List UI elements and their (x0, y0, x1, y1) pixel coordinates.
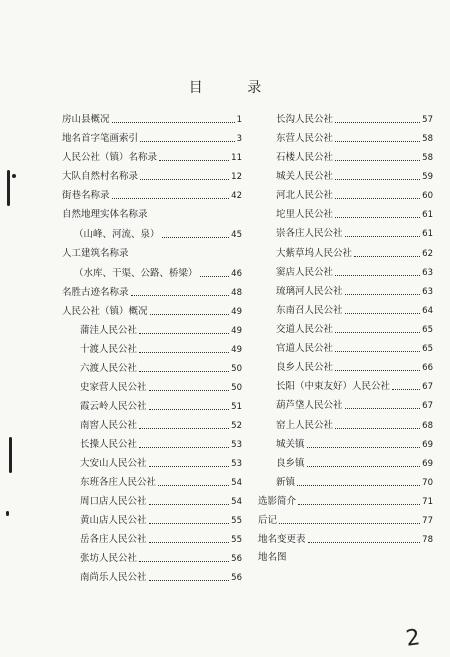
toc-entry (62, 229, 242, 241)
toc-entry-page: 63 (422, 268, 433, 278)
leader-dots (139, 352, 229, 353)
toc-entry-page: 50 (231, 383, 242, 393)
toc-entry-page: 58 (422, 134, 433, 144)
toc-entry-label: 人民公社（镇）概况 (62, 306, 148, 317)
toc-entry-page: 48 (231, 288, 242, 298)
leader-dots (149, 542, 230, 543)
leader-dots (345, 313, 421, 314)
leader-dots (149, 409, 230, 410)
toc-entry-page: 63 (422, 287, 433, 297)
toc-entry-page: 1 (236, 115, 242, 125)
toc-entry-label: 地名图 (258, 552, 287, 563)
toc-entry (258, 496, 433, 508)
toc-entry (62, 325, 242, 337)
leader-dots (345, 236, 421, 237)
toc-entry-page: 49 (231, 345, 242, 355)
toc-entry (62, 572, 242, 584)
toc-entry-label: 石楼人民公社 (276, 152, 334, 163)
toc-entry-label: 大紫草坞人民公社 (276, 248, 353, 259)
toc-entry (258, 228, 433, 240)
toc-entry (62, 190, 242, 202)
leader-dots (149, 580, 230, 581)
leader-dots (131, 295, 230, 296)
toc-entry-label: 交道人民公社 (276, 324, 334, 335)
toc-entry-label: 窑上人民公社 (276, 420, 334, 431)
toc-entry-page: 49 (231, 326, 242, 336)
toc-entry (258, 400, 433, 412)
toc-entry (62, 458, 242, 470)
toc-entry-page: 59 (422, 172, 433, 182)
page-title (0, 77, 450, 97)
toc-entry-label: 长阳（中束友好）人民公社 (276, 381, 391, 392)
leader-dots (335, 275, 420, 276)
toc-entry (62, 268, 242, 280)
leader-dots (335, 332, 420, 333)
toc-entry (258, 190, 433, 202)
toc-entry-label: 良乡人民公社 (276, 362, 334, 373)
leader-dots (307, 447, 421, 448)
toc-entry (258, 133, 433, 145)
toc-entry-page: 69 (422, 459, 433, 469)
leader-dots (139, 428, 229, 429)
toc-entry-label: 良乡镇 (276, 458, 305, 469)
toc-entry-page: 60 (422, 191, 433, 201)
toc-entry (258, 420, 433, 432)
toc-entry-page: 61 (422, 210, 433, 220)
toc-entry (258, 381, 433, 393)
toc-entry-label: 城关人民公社 (276, 171, 334, 182)
toc-entry-page: 46 (231, 269, 242, 279)
leader-dots (149, 504, 230, 505)
toc-entry-label: 东营人民公社 (276, 133, 334, 144)
toc-entry (62, 363, 242, 375)
toc-entry (62, 209, 242, 221)
leader-dots (279, 523, 420, 524)
leader-dots (307, 466, 421, 467)
toc-entry (62, 534, 242, 546)
leader-dots (139, 447, 229, 448)
toc-entry-page: 77 (422, 516, 433, 526)
toc-entry (258, 209, 433, 221)
toc-entry (62, 133, 242, 145)
toc-entry-label: 城关镇 (276, 439, 305, 450)
toc-entry-page: 45 (231, 230, 242, 240)
toc-entry-label: 地名变更表 (258, 534, 306, 545)
toc-entry (62, 171, 242, 183)
toc-entry-label: 新镇 (276, 477, 296, 488)
toc-entry-label: 长沟人民公社 (276, 114, 334, 125)
scan-mark-small (6, 511, 9, 516)
leader-dots (112, 198, 230, 199)
toc-entry-page: 49 (231, 307, 242, 317)
toc-entry-label: 六渡人民公社 (80, 363, 138, 374)
leader-dots (297, 485, 420, 486)
toc-entry (62, 477, 242, 489)
toc-entry-label: 窦店人民公社 (276, 267, 334, 278)
title-char-2: 录 (247, 80, 262, 96)
toc-entry-page: 58 (422, 153, 433, 163)
leader-dots (140, 179, 229, 180)
leader-dots (335, 179, 420, 180)
toc-entry (62, 306, 242, 318)
toc-entry-label: 街巷名称录 (62, 190, 110, 201)
leader-dots (149, 390, 230, 391)
leader-dots (112, 122, 235, 123)
toc-entry-page: 69 (422, 440, 433, 450)
scan-mark-lower (9, 437, 12, 473)
toc-entry-label: 地名首字笔画索引 (62, 133, 139, 144)
leader-dots (335, 370, 420, 371)
toc-entry (62, 439, 242, 451)
toc-entry (258, 267, 433, 279)
toc-entry (258, 305, 433, 317)
leader-dots (354, 256, 420, 257)
leader-dots (335, 160, 420, 161)
toc-entry-label: 岳各庄人民公社 (80, 534, 147, 545)
toc-entry-page: 54 (231, 478, 242, 488)
toc-entry-page: 56 (231, 573, 242, 583)
toc-entry (62, 287, 242, 299)
toc-entry-page: 78 (422, 535, 433, 545)
toc-entry-label: 史家营人民公社 (80, 382, 147, 393)
toc-entry-page: 52 (231, 421, 242, 431)
toc-entry-page: 53 (231, 440, 242, 450)
toc-entry-label: 长操人民公社 (80, 439, 138, 450)
toc-entry-page: 54 (231, 497, 242, 507)
toc-entry-page: 55 (231, 516, 242, 526)
toc-entry-label: 霞云岭人民公社 (80, 401, 147, 412)
handwritten-page-mark: 2 (404, 625, 422, 652)
toc-entry (258, 286, 433, 298)
toc-entry-label: 人民公社（镇）名称录 (62, 152, 158, 163)
toc-entry (258, 248, 433, 260)
toc-entry-label: 南尚乐人民公社 (80, 572, 147, 583)
toc-entry (62, 382, 242, 394)
toc-entry-page: 42 (231, 191, 242, 201)
leader-dots (158, 485, 229, 486)
toc-entry-page: 66 (422, 363, 433, 373)
toc-entry (258, 552, 433, 564)
toc-entry-page: 62 (422, 249, 433, 259)
leader-dots (140, 141, 235, 142)
toc-entry (258, 362, 433, 374)
toc-entry (258, 458, 433, 470)
leader-dots (335, 141, 420, 142)
toc-entry-page: 67 (422, 401, 433, 411)
leader-dots (139, 371, 229, 372)
leader-dots (335, 428, 420, 429)
toc-entry (258, 515, 433, 527)
toc-entry (62, 114, 242, 126)
toc-entry-page: 71 (422, 497, 433, 507)
toc-entry-label: （水库、干渠、公路、桥梁） (74, 268, 198, 279)
leader-dots (345, 294, 421, 295)
toc-entry (62, 515, 242, 527)
toc-entry-label: 自然地理实体名称录 (62, 209, 148, 220)
leader-dots (335, 217, 420, 218)
toc-entry-label: 坨里人民公社 (276, 209, 334, 220)
toc-entry (62, 496, 242, 508)
leader-dots (200, 276, 230, 277)
toc-entry-label: 房山县概况 (62, 114, 110, 125)
leader-dots (150, 314, 230, 315)
toc-entry-page: 55 (231, 535, 242, 545)
leader-dots (335, 198, 420, 199)
toc-entry-page: 57 (422, 115, 433, 125)
toc-entry-page: 50 (231, 364, 242, 374)
toc-entry-page: 70 (422, 478, 433, 488)
toc-entry-page: 56 (231, 554, 242, 564)
leader-dots (308, 542, 421, 543)
toc-entry-label: 十渡人民公社 (80, 344, 138, 355)
toc-entry-label: 东南召人民公社 (276, 305, 343, 316)
toc-entry (258, 439, 433, 451)
leader-dots (149, 466, 230, 467)
toc-entry (258, 534, 433, 546)
toc-entry-page: 11 (231, 153, 242, 163)
toc-entry (62, 152, 242, 164)
toc-entry-page: 3 (236, 134, 242, 144)
toc-entry-page: 65 (422, 325, 433, 335)
toc-entry-label: 周口店人民公社 (80, 496, 147, 507)
toc-entry-page: 67 (422, 382, 433, 392)
toc-entry (258, 477, 433, 489)
toc-entry-page: 61 (422, 229, 433, 239)
toc-entry-label: 大队自然村名称录 (62, 171, 139, 182)
toc-entry-label: 后记 (258, 515, 278, 526)
scan-mark-upper (7, 170, 10, 206)
leader-dots (159, 160, 229, 161)
toc-entry-label: 黄山店人民公社 (80, 515, 147, 526)
toc-entry-label: 崇各庄人民公社 (276, 228, 343, 239)
toc-entry-page: 65 (422, 344, 433, 354)
scan-mark-upper-dot (12, 174, 16, 178)
toc-entry (258, 114, 433, 126)
toc-entry-label: 河北人民公社 (276, 190, 334, 201)
leader-dots (139, 561, 229, 562)
toc-entry-label: 蒲洼人民公社 (80, 325, 138, 336)
toc-entry (258, 171, 433, 183)
toc-entry (62, 420, 242, 432)
toc-entry-label: 张坊人民公社 (80, 553, 138, 564)
leader-dots (335, 122, 420, 123)
toc-entry (62, 553, 242, 565)
leader-dots (139, 333, 229, 334)
toc-entry-page: 64 (422, 306, 433, 316)
toc-entry-page: 51 (231, 402, 242, 412)
leader-dots (298, 504, 420, 505)
toc-entry-label: 官道人民公社 (276, 343, 334, 354)
leader-dots (335, 351, 420, 352)
title-char-1: 目 (188, 80, 203, 96)
toc-entry-label: 南窖人民公社 (80, 420, 138, 431)
toc-entry-page: 68 (422, 421, 433, 431)
leader-dots (149, 523, 230, 524)
toc-entry (62, 344, 242, 356)
toc-entry-page: 12 (231, 172, 242, 182)
toc-entry-label: 葫芦垡人民公社 (276, 400, 343, 411)
toc-entry-label: 选影简介 (258, 496, 297, 507)
toc-entry (258, 324, 433, 336)
toc-entry-label: （山峰、河流、泉） (74, 229, 160, 240)
toc-entry-label: 名胜古迹名称录 (62, 287, 129, 298)
toc-entry-label: 东班各庄人民公社 (80, 477, 157, 488)
toc-entry (258, 343, 433, 355)
toc-entry-label: 琉璃河人民公社 (276, 286, 343, 297)
toc-entry (62, 248, 242, 260)
toc-entry-label: 大安山人民公社 (80, 458, 147, 469)
leader-dots (345, 408, 421, 409)
toc-entry (258, 152, 433, 164)
toc-entry (62, 401, 242, 413)
toc-entry-page: 53 (231, 459, 242, 469)
leader-dots (392, 389, 420, 390)
toc-entry-label: 人工建筑名称录 (62, 248, 129, 259)
leader-dots (162, 237, 230, 238)
